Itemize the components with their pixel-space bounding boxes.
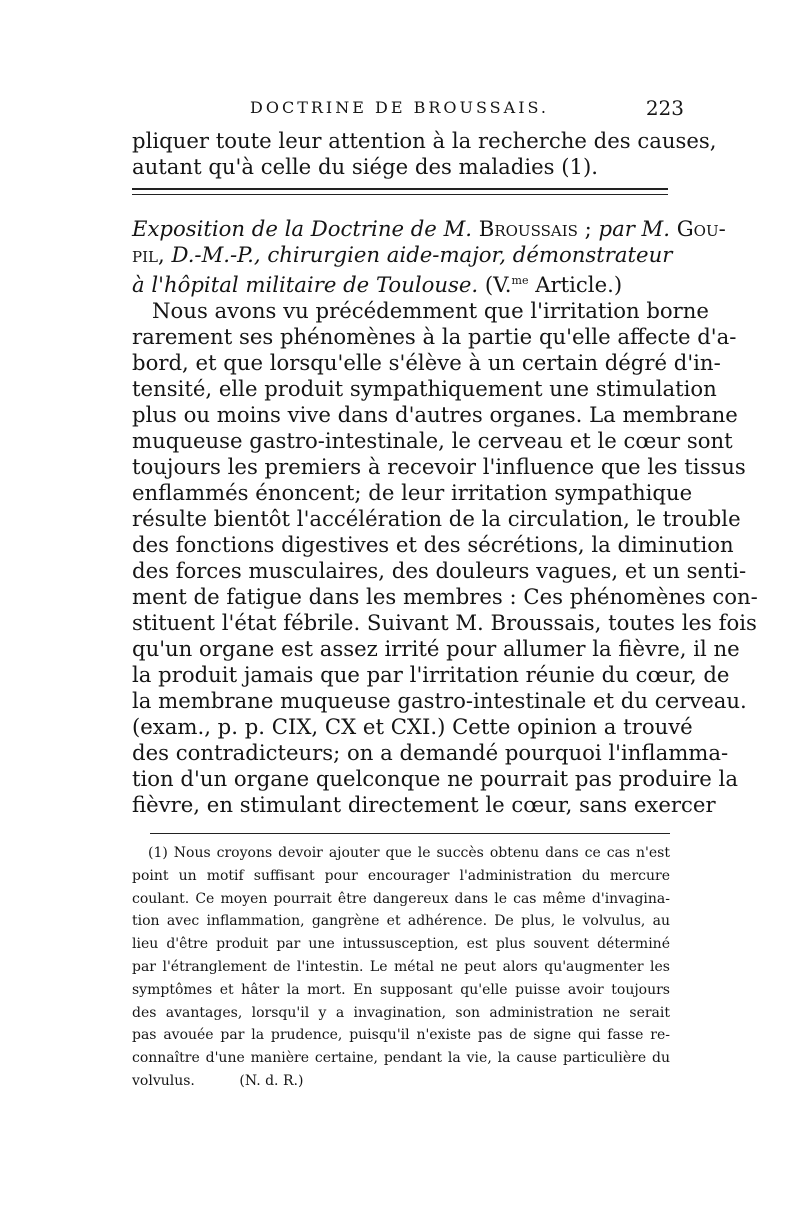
- body-line: toujours les premiers à recevoir l'influence que les tissus: [132, 454, 746, 479]
- body-line: des fonctions digestives et des sécrétions, la diminution: [132, 532, 734, 557]
- footnote-line: coulant. Ce moyen pourrait être dangereux dans le cas même d'invagina-: [132, 890, 670, 907]
- footnote-line: point un motif suffisant pour encourager l'administration du mercure: [132, 867, 670, 884]
- footnote-line: volvulus. (N. d. R.): [132, 1073, 304, 1089]
- article-heading-line: à l'hôpital militaire de Toulouse. (V.$^{me}$ Article.): [132, 272, 623, 298]
- footnote-line: tion avec inflammation, gangrène et adhérence. De plus, le volvulus, au: [132, 913, 670, 930]
- running-title: DOCTRINE DE BROUSSAIS.: [250, 98, 549, 117]
- footnote-rule: [150, 833, 670, 834]
- body-line: qu'un organe est assez irrité pour allumer la fièvre, il ne: [132, 636, 740, 661]
- body-line: des forces musculaires, des douleurs vagues, et un senti-: [132, 558, 747, 583]
- body-line: résulte bientôt l'accélération de la circulation, le trouble: [132, 506, 741, 531]
- body-line: ment de fatigue dans les membres : Ces phénomènes con-: [132, 584, 758, 609]
- body-line: rarement ses phénomènes à la partie qu'elle affecte d'a-: [132, 324, 737, 349]
- footnote-line: lieu d'être produit par une intussusception, est plus souvent déterminé: [132, 936, 670, 953]
- footnote-line: symptômes et hâter la mort. En supposant qu'elle puisse avoir toujours: [132, 981, 670, 998]
- body-line: fièvre, en stimulant directement le cœur, sans exercer: [132, 792, 716, 817]
- body-line: la membrane muqueuse gastro-intestinale et du cerveau.: [132, 688, 747, 713]
- footnote-line: pas avouée par la prudence, puisqu'il n'existe pas de signe qui fasse re-: [132, 1027, 670, 1044]
- body-line: bord, et que lorsqu'elle s'élève à un certain dégré d'in-: [132, 350, 721, 375]
- carryover-line: autant qu'à celle du siége des maladies (1).: [132, 154, 598, 179]
- footnote-line: des avantages, lorsqu'il y a invagination, son administration ne serait: [132, 1004, 670, 1021]
- body-line: la produit jamais que par l'irritation réunie du cœur, de: [132, 662, 730, 687]
- article-heading-line: Exposition de la Doctrine de M. Broussais ; par M. Gou-: [132, 216, 726, 241]
- body-line: tensité, elle produit sympathiquement une stimulation: [132, 376, 717, 401]
- footnote-line: par l'étranglement de l'intestin. Le métal ne peut alors qu'augmenter les: [132, 959, 670, 975]
- body-line: tion d'un organe quelconque ne pourrait pas produire la: [132, 766, 738, 791]
- body-line: enflammés énoncent; de leur irritation sympathique: [132, 480, 693, 505]
- footnote-line: connaître d'une manière certaine, pendant la vie, la cause particulière du: [132, 1050, 670, 1067]
- page-number: 223: [645, 96, 684, 120]
- body-line: stituent l'état fébrile. Suivant M. Broussais, toutes les fois: [132, 610, 757, 635]
- body-line: des contradicteurs; on a demandé pourquoi l'inflamma-: [132, 740, 729, 765]
- body-line: Nous avons vu précédemment que l'irritation borne: [152, 298, 709, 323]
- body-line: (exam., p. p. CIX, CX et CXI.) Cette opinion a trouvé: [132, 714, 693, 739]
- section-divider: [132, 188, 668, 195]
- body-line: muqueuse gastro-intestinale, le cerveau et le cœur sont: [132, 428, 733, 453]
- article-heading-line: pil, D.-M.-P., chirurgien aide-major, démonstrateur: [132, 242, 673, 267]
- running-head: [132, 98, 692, 124]
- carryover-line: pliquer toute leur attention à la recherche des causes,: [132, 128, 717, 153]
- body-line: plus ou moins vive dans d'autres organes. La membrane: [132, 402, 738, 427]
- footnote-line: (1) Nous croyons devoir ajouter que le succès obtenu dans ce cas n'est: [148, 845, 670, 861]
